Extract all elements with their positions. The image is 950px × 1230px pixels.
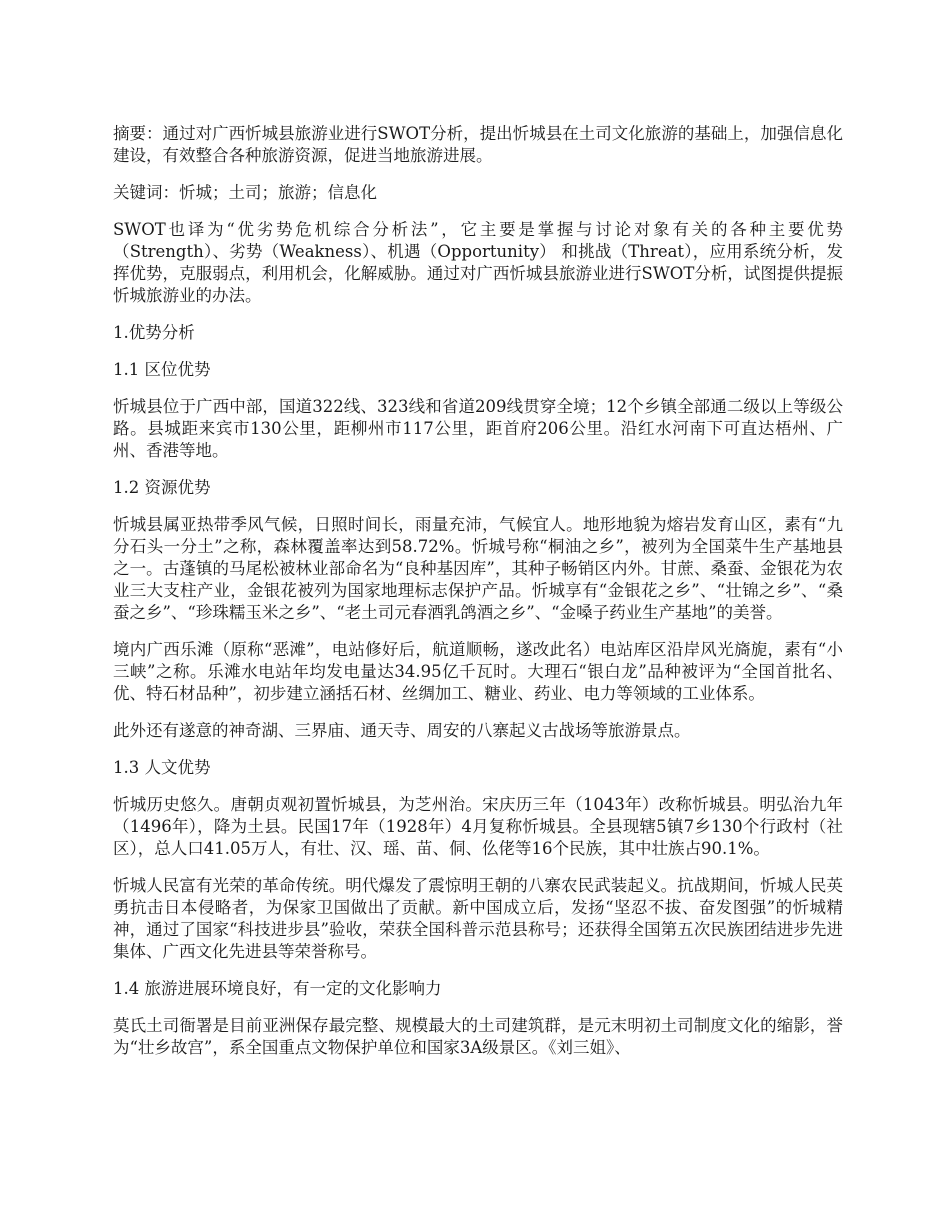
resources-paragraph-2: 境内广西乐滩（原称“恶滩”，电站修好后，航道顺畅，遂改此名）电站库区沿岸风光旖旎，素有“小三峡”之称。乐滩水电站年均发电量达34.95亿千瓦时。大理石“银白龙”品种被评为“全国首批名、优、特石材品种”，初步建立涵括石材、丝绸加工、糖业、药业、电力等领域的工业体系。 <box>113 640 843 703</box>
culture-paragraph-2: 忻城人民富有光荣的革命传统。明代爆发了震惊明王朝的八寨农民武装起义。抗战期间，忻城人民英勇抗击日本侵略者，为保家卫国做出了贡献。新中国成立后，发扬“坚忍不拔、奋发图强”的忻城精神，通过了国家“科技进步县”验收，荣获全国科普示范县称号；还获得全国第五次民族团结进步先进集体、广西文化先进县等荣誉称号。 <box>113 876 843 961</box>
keywords-line: 关键词：忻城；土司；旅游；信息化 <box>113 183 377 202</box>
culture-paragraph-1: 忻城历史悠久。唐朝贞观初置忻城县，为芝州治。宋庆历三年（1043年）改称忻城县。明弘治九年（1496年），降为土县。民国17年（1928年）4月复称忻城县。全县现辖5镇7乡130个行政村（社区），总人口41.05万人，有壮、汉、瑶、苗、侗、仫佬等16个民族，其中壮族占90.1%。 <box>113 795 843 858</box>
section-heading-strengths: 1.优势分析 <box>113 323 195 342</box>
subsection-heading-culture: 1.3 人文优势 <box>113 758 211 777</box>
location-paragraph: 忻城县位于广西中部，国道322线、323线和省道209线贯穿全境；12个乡镇全部通二级以上等级公路。县城距来宾市130公里，距柳州市117公里，距首府206公里。沿红水河南下可直达梧州、广州、香港等地。 <box>113 397 843 460</box>
subsection-heading-location: 1.1 区位优势 <box>113 360 211 379</box>
resources-paragraph-1: 忻城县属亚热带季风气候，日照时间长，雨量充沛，气候宜人。地形地貌为熔岩发育山区，素有“九分石头一分土”之称，森林覆盖率达到58.72%。忻城号称“桐油之乡”，被列为全国菜牛生产基地县之一。古蓬镇的马尾松被林业部命名为“良种基因库”，其种子畅销区内外。甘蔗、桑蚕、金银花为农业三大支柱产业，金银花被列为国家地理标志保护产品。忻城享有“金银花之乡”、“壮锦之乡”、“桑蚕之乡”、“珍珠糯玉米之乡”、“老土司元春酒乳鸽酒之乡”、“金嗓子药业生产基地”的美誉。 <box>113 515 843 622</box>
resources-paragraph-3: 此外还有遂意的神奇湖、三界庙、通天寺、周安的八寨起义古战场等旅游景点。 <box>113 721 691 740</box>
intro-paragraph: SWOT也译为“优劣势危机综合分析法”，它主要是掌握与讨论对象有关的各种主要优势（Strength）、劣势（Weakness）、机遇（Opportunity） 和挑战（Threat），应用系统分析，发挥优势，克服弱点，利用机会，化解威胁。通过对广西忻城县旅游业进行SWOT分析，试图提供提振忻城旅游业的办法。 <box>113 220 843 305</box>
subsection-heading-tourism: 1.4 旅游进展环境良好，有一定的文化影响力 <box>113 979 442 998</box>
subsection-heading-resources: 1.2 资源优势 <box>113 478 211 497</box>
abstract-paragraph: 摘要：通过对广西忻城县旅游业进行SWOT分析，提出忻城县在土司文化旅游的基础上，加强信息化建设，有效整合各种旅游资源，促进当地旅游进展。 <box>113 124 843 165</box>
document-body <box>113 123 843 1074</box>
tourism-paragraph: 莫氏土司衙署是目前亚洲保存最完整、规模最大的土司建筑群，是元末明初土司制度文化的缩影，誉为“壮乡故宫”，系全国重点文物保护单位和国家3A级景区。《刘三姐》、 <box>113 1016 843 1057</box>
